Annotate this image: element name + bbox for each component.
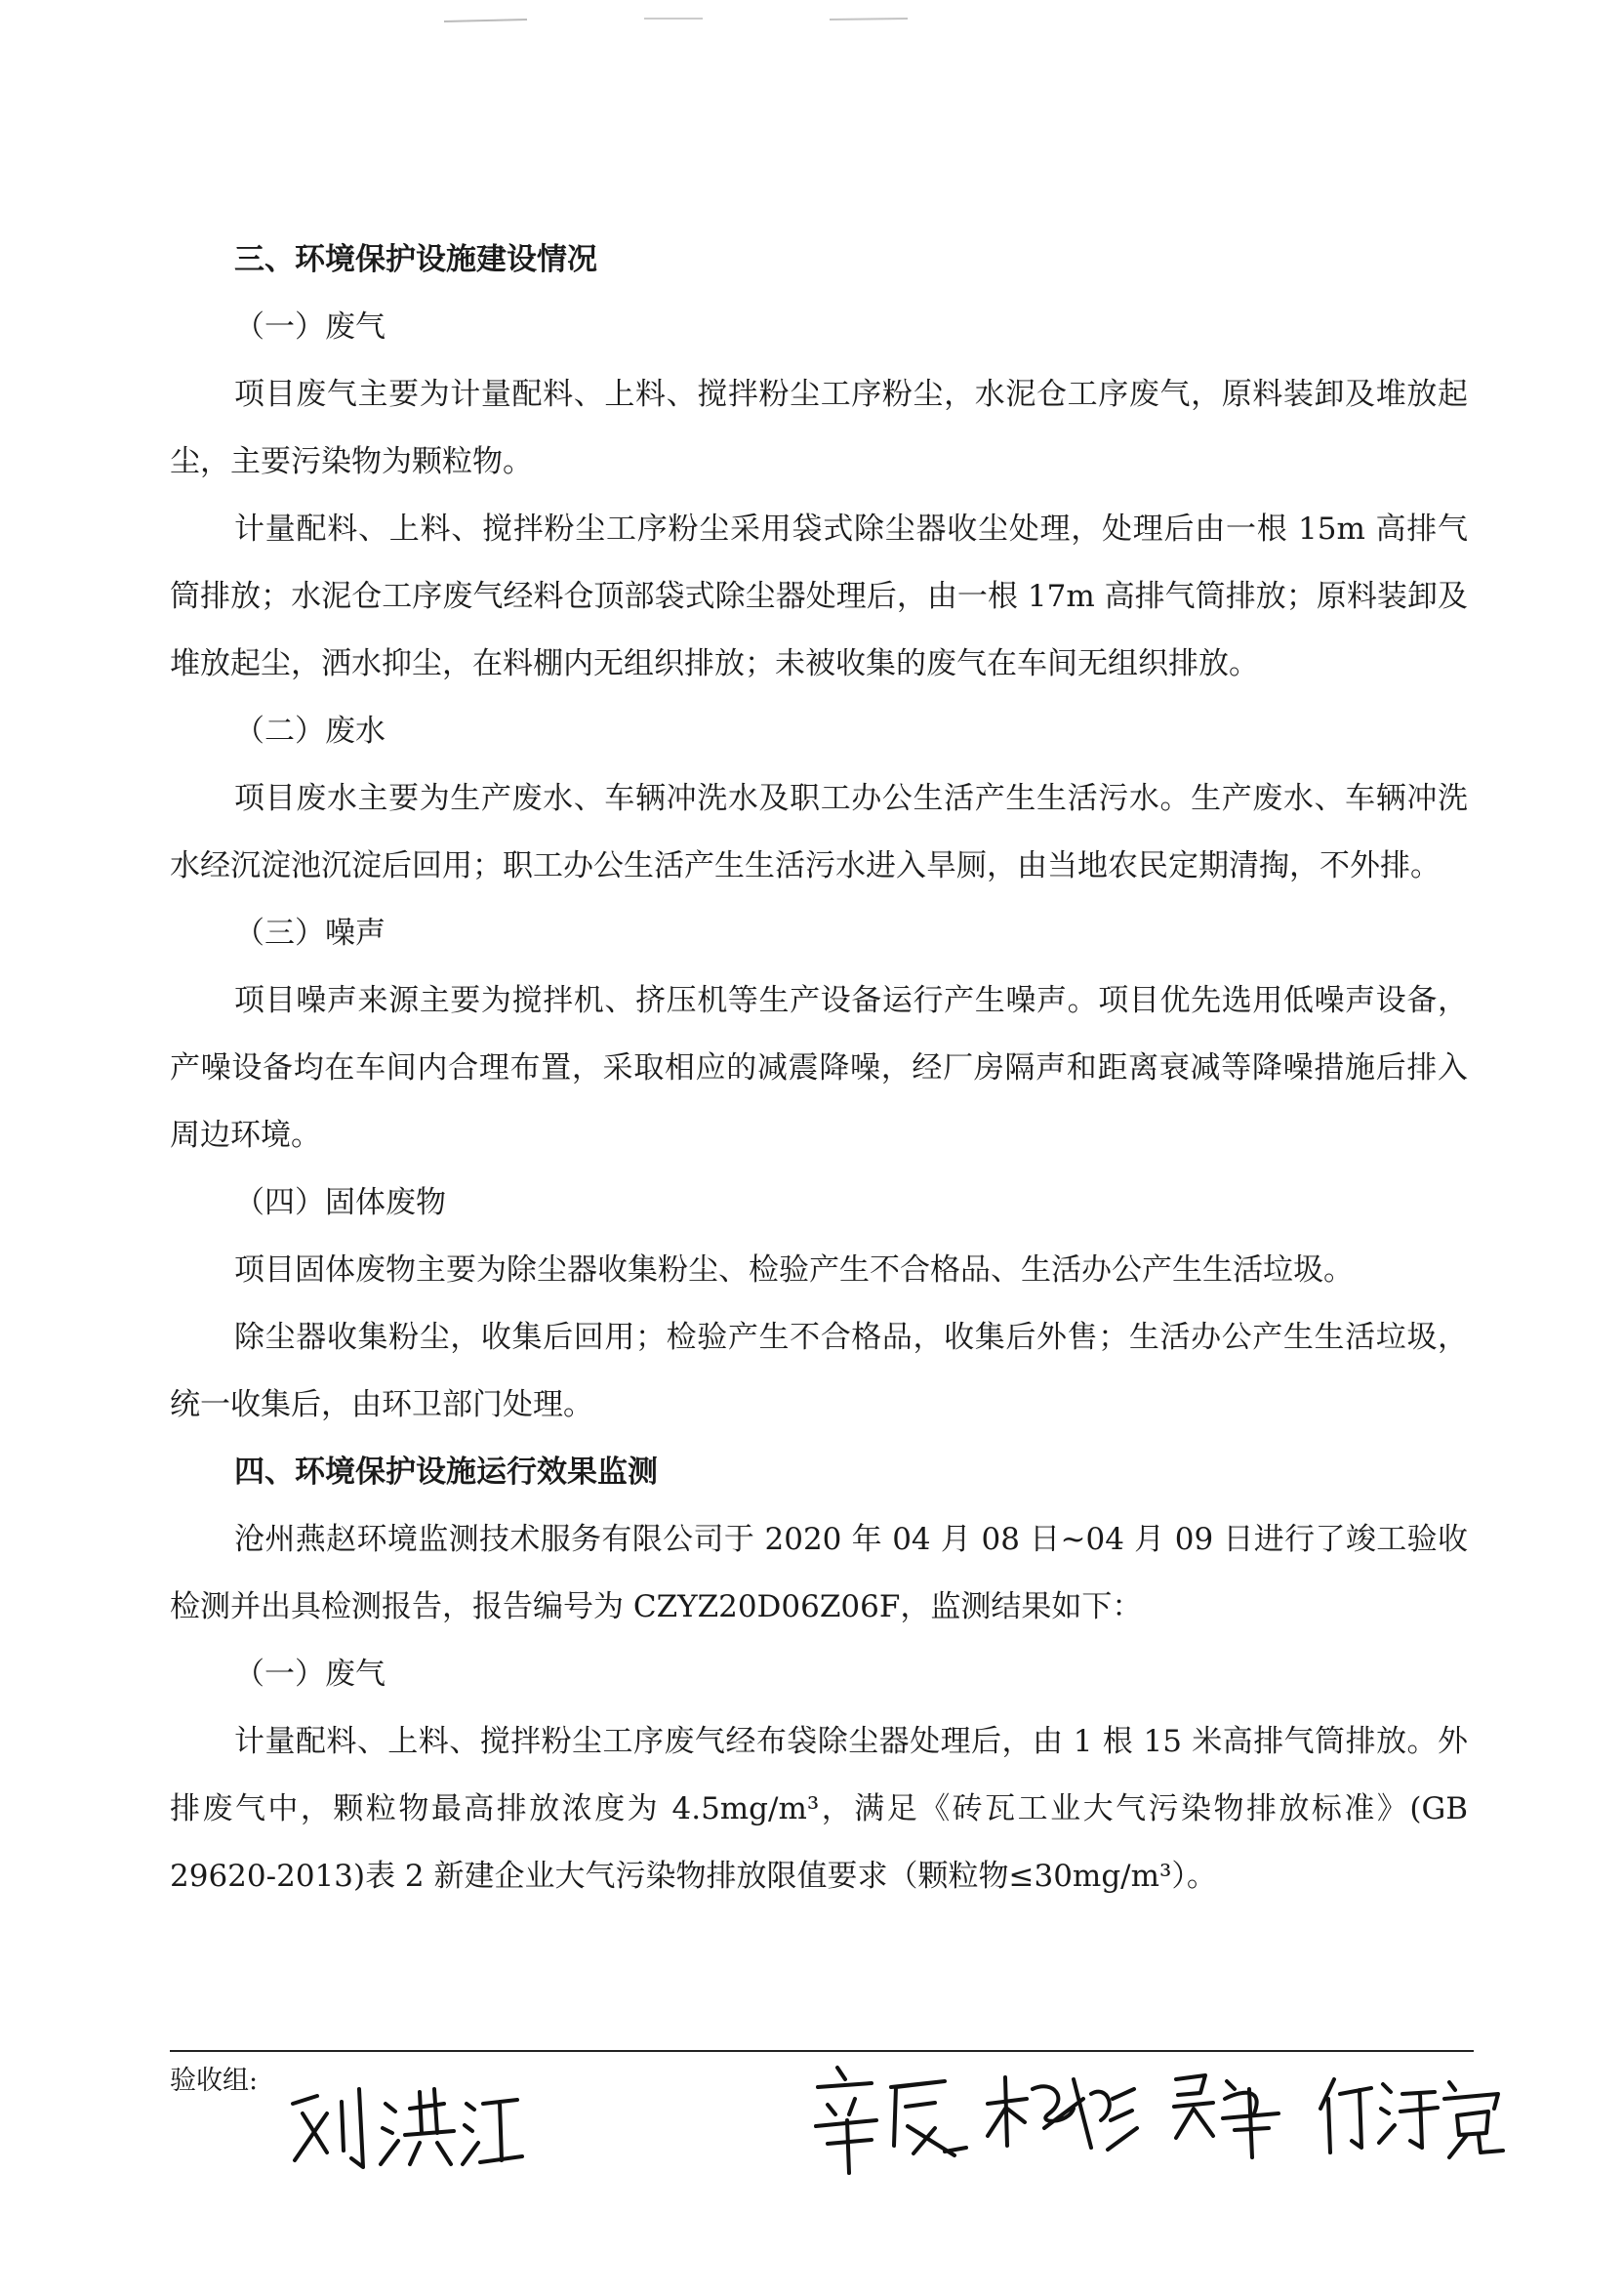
subsection-heading: （一）废气 <box>234 1657 386 1692</box>
acceptance-group-label: 验收组: <box>170 2066 259 2096</box>
subsection-heading: （一）废气 <box>234 309 386 345</box>
signature-2 <box>798 2058 974 2185</box>
body-paragraph: 除尘器收集粉尘，收集后回用；检验产生不合格品，收集后外售；生活办公产生生活垃圾，统一收集后，由环卫部门处理。 <box>170 1320 1468 1422</box>
body-paragraph: 项目废气主要为计量配料、上料、搅拌粉尘工序粉尘，水泥仓工序废气，原料装卸及堆放起尘，主要污染物为颗粒物。 <box>170 377 1468 479</box>
subsection-heading: （二）废水 <box>234 714 386 749</box>
body-paragraph: 沧州燕赵环境监测技术服务有限公司于 2020 年 04 月 08 日~04 月 09 日进行了竣工验收检测并出具检测报告，报告编号为 CZYZ20D06Z06F，监测结果如下： <box>170 1522 1468 1624</box>
document-body <box>170 226 1468 1910</box>
signature-1 <box>273 2074 527 2182</box>
body-paragraph: 项目废水主要为生产废水、车辆冲洗水及职工办公生活产生生活污水。生产废水、车辆冲洗水经沉淀池沉淀后回用；职工办公生活产生生活污水进入旱厕，由当地农民定期清掏，不外排。 <box>170 781 1468 883</box>
section-heading: 四、环境保护设施运行效果监测 <box>234 1455 658 1490</box>
scan-artifact-marks <box>0 0 1624 39</box>
signature-3 <box>976 2060 1142 2167</box>
subsection-heading: （四）固体废物 <box>234 1185 446 1220</box>
footer-divider <box>170 2050 1474 2052</box>
body-paragraph: 项目固体废物主要为除尘器收集粉尘、检验产生不合格品、生活办公产生生活垃圾。 <box>234 1252 1354 1288</box>
body-paragraph: 计量配料、上料、搅拌粉尘工序废气经布袋除尘器处理后，由 1 根 15 米高排气筒排放。外排废气中，颗粒物最高排放浓度为 4.5mg/m³，满足《砖瓦工业大气污染物排放标准》(GB 29620-2013)表 2 新建企业大气污染物排放限值要求（颗粒物≤30mg/m³）。 <box>170 1724 1468 1894</box>
signature-4 <box>1166 2060 1288 2167</box>
body-paragraph: 计量配料、上料、搅拌粉尘工序粉尘采用袋式除尘器收尘处理，处理后由一根 15m 高排气筒排放；水泥仓工序废气经料仓顶部袋式除尘器处理后，由一根 17m 高排气筒排放；原料装卸及堆放起尘，洒水抑尘，在料棚内无组织排放；未被收集的废气在车间无组织排放。 <box>170 512 1468 681</box>
section-heading: 三、环境保护设施建设情况 <box>234 242 597 277</box>
body-paragraph: 项目噪声来源主要为搅拌机、挤压机等生产设备运行产生噪声。项目优先选用低噪声设备，产噪设备均在车间内合理布置，采取相应的减震降噪，经厂房隔声和距离衰减等降噪措施后排入周边环境。 <box>170 983 1468 1153</box>
subsection-heading: （三）噪声 <box>234 916 386 951</box>
signature-5 <box>1313 2065 1508 2162</box>
